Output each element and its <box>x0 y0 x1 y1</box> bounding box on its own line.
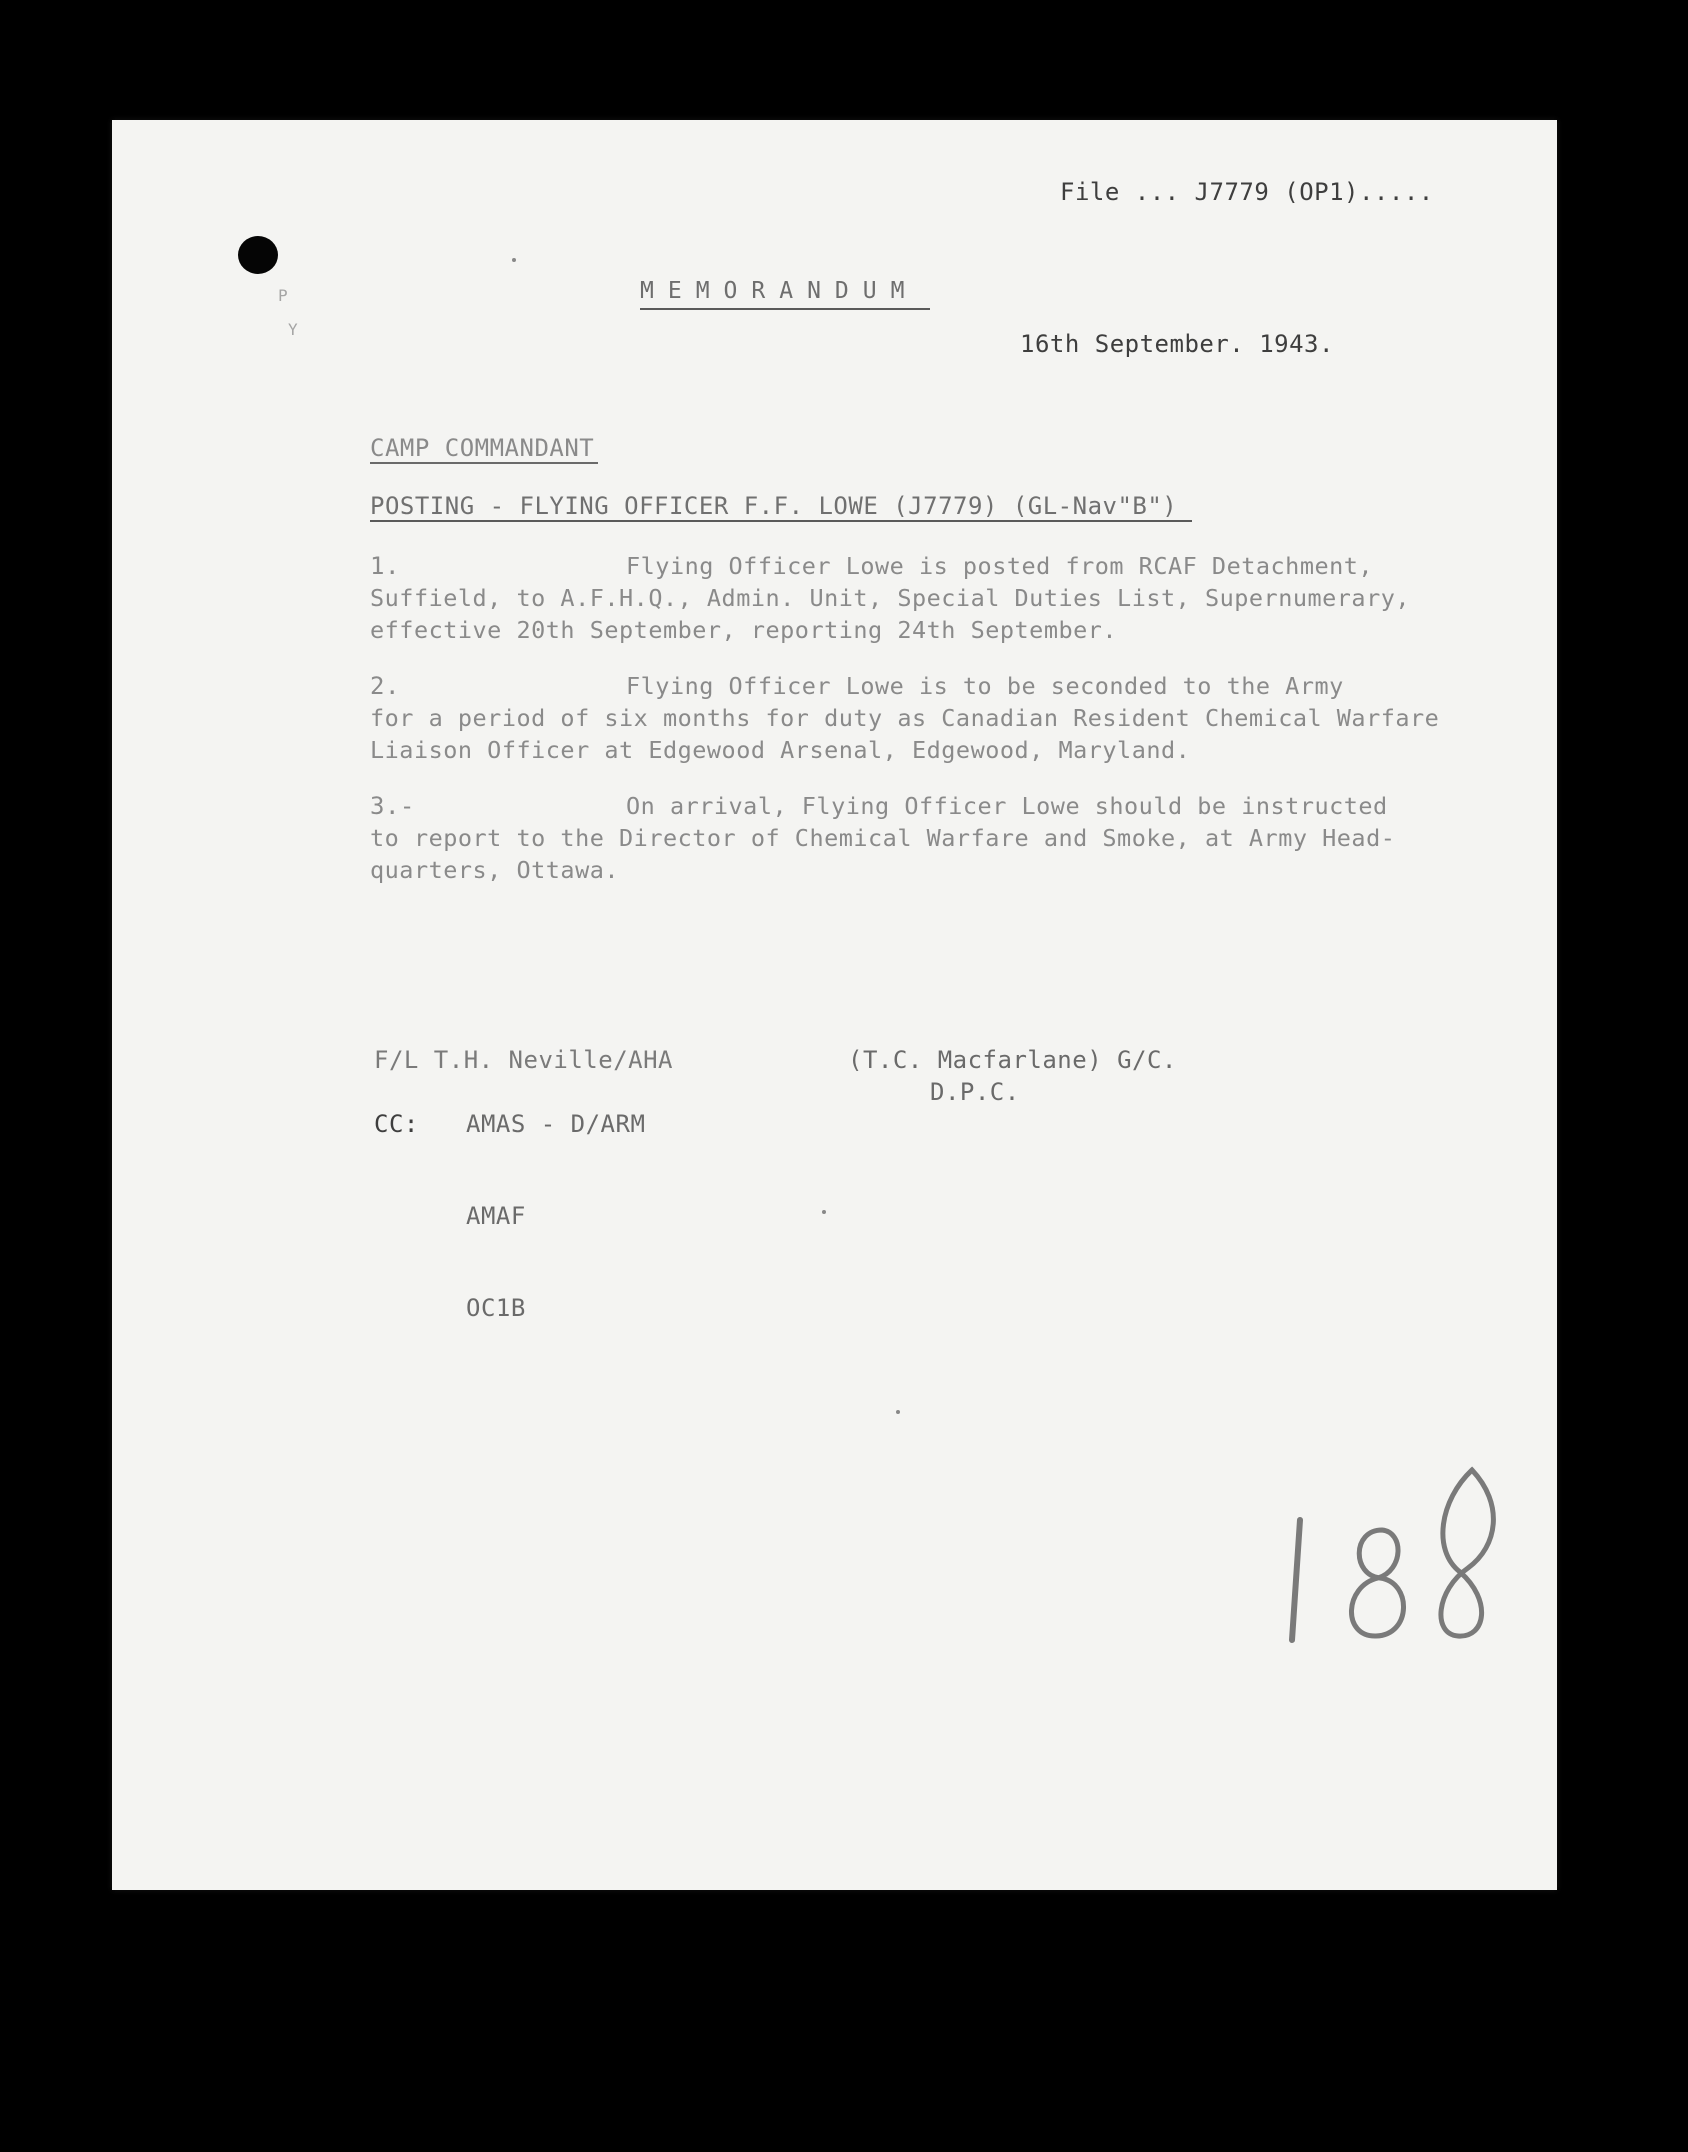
paragraph-line: quarters, Ottawa. <box>370 856 620 884</box>
signatory-title: D.P.C. <box>930 1078 1020 1106</box>
paragraph-number: 3.- <box>370 792 415 820</box>
paragraph-number: 1. <box>370 552 400 580</box>
paragraph-line: effective 20th September, reporting 24th September. <box>370 616 1118 644</box>
paragraph-line: Liaison Officer at Edgewood Arsenal, Edgewood, Maryland. <box>370 736 1191 764</box>
memo-title: MEMORANDUM <box>640 278 919 304</box>
signatory-name: (T.C. Macfarlane) G/C. <box>848 1046 1177 1074</box>
paper-speck <box>512 258 516 262</box>
paragraph-number: 2. <box>370 672 400 700</box>
memo-page <box>112 120 1557 1890</box>
punch-hole <box>238 236 278 274</box>
addressee-heading: CAMP COMMANDANT <box>370 434 595 462</box>
cc-item: AMAF <box>466 1202 526 1230</box>
memo-date: 16th September. 1943. <box>1020 330 1334 358</box>
paper-speck <box>822 1210 826 1214</box>
paragraph-line: to report to the Director of Chemical Warfare and Smoke, at Army Head- <box>370 824 1396 852</box>
handwritten-page-number <box>1272 1460 1542 1650</box>
margin-letter: P <box>278 286 288 305</box>
cc-item: AMAS - D/ARM <box>466 1110 646 1138</box>
margin-letter: Y <box>288 320 298 339</box>
heading-underline <box>370 462 598 464</box>
typist-initials: F/L T.H. Neville/AHA <box>374 1046 673 1074</box>
cc-label: CC: <box>374 1110 419 1138</box>
title-underline <box>640 308 930 310</box>
subject-underline <box>370 520 1192 522</box>
paper-speck <box>896 1410 900 1414</box>
paragraph-line: Flying Officer Lowe is to be seconded to the Army <box>626 672 1344 700</box>
subject-line: POSTING - FLYING OFFICER F.F. LOWE (J7779) (GL-Nav"B") <box>370 492 1178 520</box>
paragraph-line: Suffield, to A.F.H.Q., Admin. Unit, Special Duties List, Supernumerary, <box>370 584 1411 612</box>
cc-item: OC1B <box>466 1294 526 1322</box>
paragraph-line: Flying Officer Lowe is posted from RCAF Detachment, <box>626 552 1374 580</box>
paragraph-line: On arrival, Flying Officer Lowe should be instructed <box>626 792 1388 820</box>
file-reference: File ... J7779 (OP1)..... <box>1060 178 1434 206</box>
paragraph-line: for a period of six months for duty as Canadian Resident Chemical Warfare <box>370 704 1440 732</box>
